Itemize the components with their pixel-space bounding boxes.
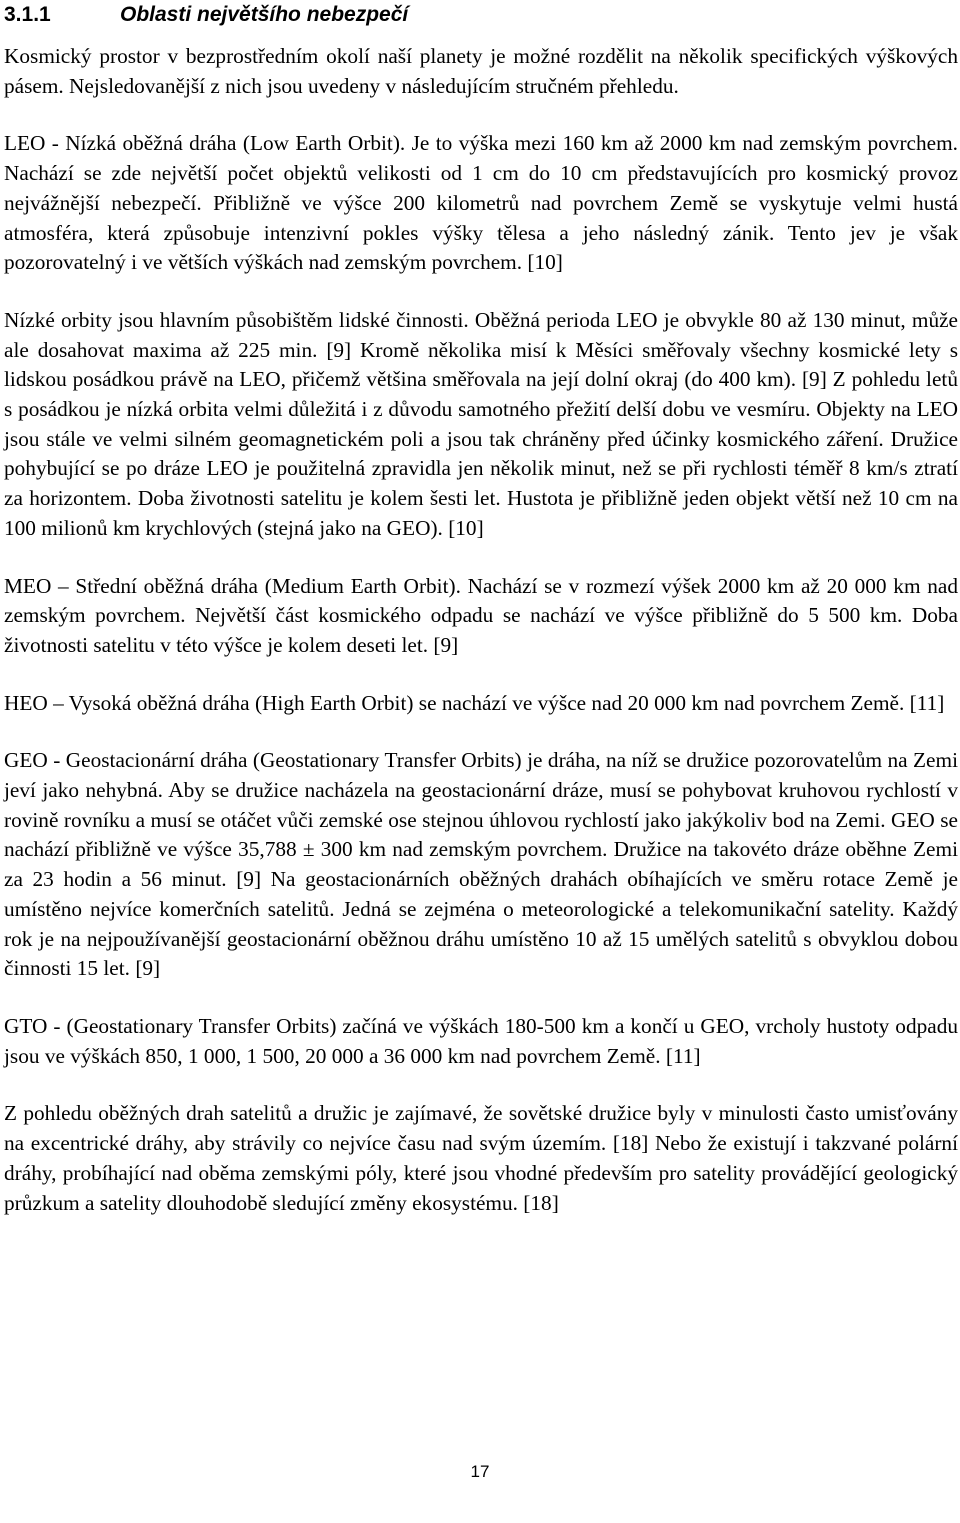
paragraph-heo: HEO – Vysoká oběžná dráha (High Earth Orbit) se nachází ve výšce nad 20 000 km nad povrchem Země. [11] — [4, 690, 945, 715]
paragraph-geo: GEO - Geostacionární dráha (Geostationary Transfer Orbits) je dráha, na níž se družice pozorovatelům na Zemi jeví jako nehybná. Aby se družice nacházela na geostacionární dráze, musí se pohybovat kruhovou rychlostí v rovině rovníku a musí se otáčet vůči zemské ose stejnou úhlovou rychlostí jako jakýkoliv bod na Zemi. GEO se nachází přibližně ve výšce 35,788 ± 300 km nad zemským povrchem. Družice na takovéto dráze oběhne Zemi za 23 hodin a 56 minut. [9] Na geostacionárních oběžných drahách obíhajících ve směru rotace Země je umístěno nejvíce komerčních satelitů. Jedná se zejména o meteorologické a telekomunikační satelity. Každý rok je na nejpoužívanější geostacionární oběžnou dráhu umístěno 10 až 15 umělých satelitů s obvyklou dobou činnosti 15 let. [9] — [4, 748, 958, 981]
section-heading — [4, 0, 958, 42]
section-title: Oblasti největšího nebezpečí — [120, 3, 409, 26]
paragraph-leo: LEO - Nízká oběžná dráha (Low Earth Orbit). Je to výška mezi 160 km až 2000 km nad zemským povrchem. Nachází se zde největší počet objektů velikosti od 1 cm do 10 cm představujících pro kosmický provoz nejvážnější nebezpečí. Přibližně ve výšce 200 kilometrů nad povrchem Země se vyskytuje velmi hustá atmosféra, která způsobuje intenzivní pokles výšky tělesa a jeho následný zánik. Tento jev je však pozorovatelný i ve větších výškách nad zemským povrchem. [10] — [4, 131, 958, 275]
paragraph-low-orbits: Nízké orbity jsou hlavním působištěm lidské činnosti. Oběžná perioda LEO je obvykle 80 až 130 minut, může ale dosahovat maxima až 225 min. [9] Kromě několika misí k Měsíci směřovaly všechny kosmické lety s lidskou posádkou právě na LEO, přičemž většina směřovala na její dolní okraj (do 400 km). [9] Z pohledu letů s posádkou je nízká orbita velmi důležitá i z důvodu samotného přežití delší dobu ve vesmíru. Objekty na LEO jsou stále ve velmi silném geomagnetickém poli a jsou tak chráněny před účinky kosmického záření. Družice pohybující se po dráze LEO je použitelná zpravidla jen několik minut, než se při rychlosti téměř 8 km/s ztratí za horizontem. Doba životnosti satelitu je kolem šesti let. Hustota je přibližně jeden objekt větší než 10 cm na 100 milionů km krychlových (stejná jako na GEO). [10] — [4, 307, 958, 540]
paragraph-orbit-notes: Z pohledu oběžných drah satelitů a družic je zajímavé, že sovětské družice byly v minulosti často umisťovány na excentrické dráhy, aby strávily co nejvíce času nad svým územím. [18] Nebo že existují i takzvané polární dráhy, probíhající nad oběma zemskými póly, které jsou vhodné především pro satelity provádějící geologický průzkum a satelity dlouhodobě sledující změny ekosystému. [18] — [4, 1101, 958, 1215]
paragraph-meo: MEO – Střední oběžná dráha (Medium Earth Orbit). Nachází se v rozmezí výšek 2000 km až 20 000 km nad zemským povrchem. Největší část kosmického odpadu se nachází ve výšce přibližně do 5 500 km. Doba životnosti satelitu v této výšce je kolem deseti let. [9] — [4, 573, 958, 657]
document-page — [4, 0, 958, 1246]
page-number: 17 — [470, 1462, 490, 1481]
paragraph-intro: Kosmický prostor v bezprostředním okolí naší planety je možné rozdělit na několik specifických výškových pásem. Nejsledovanější z nich jsou uvedeny v následujícím stručném přehledu. — [4, 44, 958, 98]
paragraph-gto: GTO - (Geostationary Transfer Orbits) začíná ve výškách 180-500 km a končí u GEO, vrcholy hustoty odpadu jsou ve výškách 850, 1 000, 1 500, 20 000 a 36 000 km nad povrchem Země. [11] — [4, 1013, 958, 1068]
section-number: 3.1.1 — [4, 3, 51, 26]
